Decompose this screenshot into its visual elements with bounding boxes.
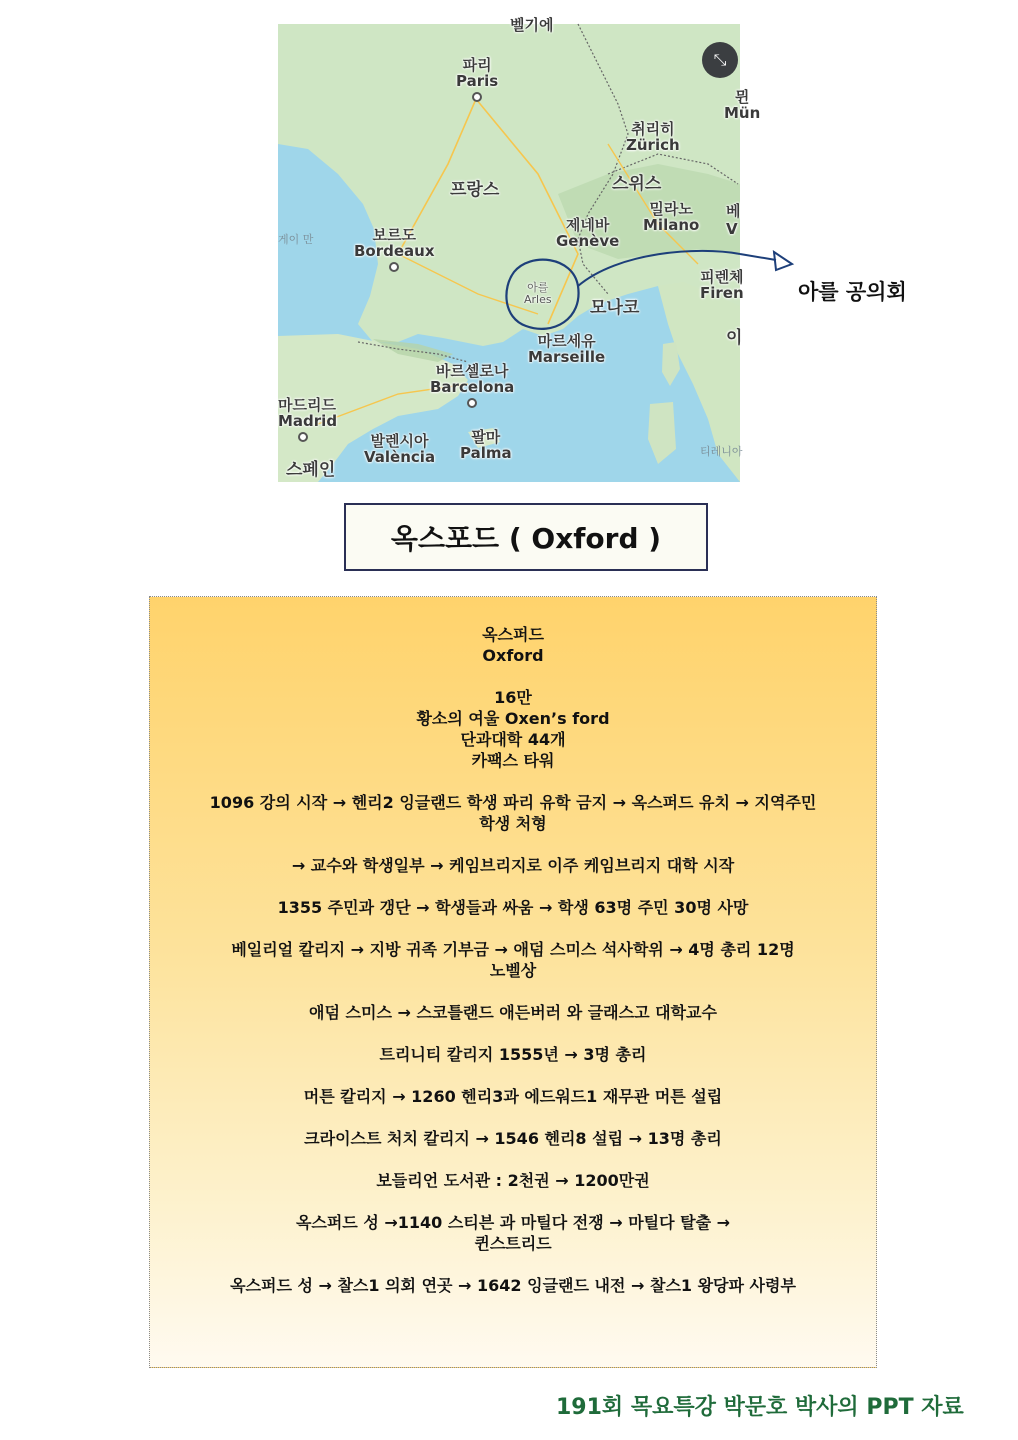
content-line: → 교수와 학생일부 → 케임브리지로 이주 케임브리지 대학 시작 [291, 856, 735, 875]
line-gap [150, 771, 876, 792]
map-label-bay: 게이 만 [278, 233, 314, 246]
content-line: 카팩스 타워 [471, 751, 555, 770]
content-line: 머튼 칼리지 → 1260 헨리3과 에드워드1 재무관 머튼 설립 [303, 1087, 723, 1106]
map-label-marseille [528, 334, 605, 366]
map-label-arles [524, 282, 552, 305]
map-label-tyrrhenian: 티레니아 [700, 445, 743, 458]
barcelona-ko: 바르셀로나 [435, 362, 509, 380]
map-label-milan [643, 202, 699, 234]
content-line: 노벨상 [489, 961, 537, 980]
map-label-edge-1: 베 [726, 202, 741, 220]
collapse-arrows-icon: ⤡ [713, 50, 727, 69]
content-line: 베일리얼 칼리지 → 지방 귀족 기부금 → 애덤 스미스 석사학위 → 4명 총리 12명 [231, 940, 795, 959]
barcelona-en: Barcelona [430, 377, 515, 396]
line-gap [150, 666, 876, 687]
line-gap [150, 981, 876, 1002]
content-lines [150, 624, 876, 1296]
line-gap [150, 918, 876, 939]
line-gap [150, 1191, 876, 1212]
annotation-arrow [740, 236, 800, 276]
palma-ko: 팔마 [471, 428, 501, 446]
munich-ko: 뮌 [734, 88, 750, 106]
content-line: 보들리언 도서관 : 2천권 → 1200만권 [376, 1171, 650, 1190]
line-gap [150, 834, 876, 855]
map-label-florence [700, 270, 744, 302]
map-label-madrid [278, 398, 337, 445]
map-label-monaco: 모나코 [590, 298, 640, 318]
madrid-en: Madrid [278, 411, 338, 430]
milan-en: Milano [643, 215, 700, 234]
arrow-head-icon [774, 252, 792, 270]
paris-en: Paris [456, 71, 499, 90]
milan-ko: 밀라노 [649, 200, 693, 218]
bordeaux-en: Bordeaux [354, 241, 435, 260]
content-line: 학생 처형 [479, 814, 547, 833]
valencia-en: València [364, 447, 436, 466]
geneva-en: Genève [556, 231, 620, 250]
line-gap [150, 876, 876, 897]
annotation-label: 아를 공의회 [798, 280, 907, 304]
footer-credit: 191회 목요특강 박문호 박사의 PPT 자료 [556, 1395, 964, 1420]
arles-en: Arles [524, 292, 552, 306]
map-label-geneva [556, 218, 619, 250]
palma-en: Palma [460, 443, 512, 462]
content-line: 트리니티 칼리지 1555년 → 3명 총리 [379, 1045, 647, 1064]
map-label-edge-2: V [726, 220, 738, 238]
content-line: 옥스퍼드 [482, 625, 544, 644]
map-label-top: 벨기에 [510, 16, 554, 34]
madrid-ko: 마드리드 [278, 396, 336, 414]
map-label-spain: 스페인 [286, 460, 336, 480]
arles-ko: 아를 [527, 281, 549, 294]
map-label-bordeaux [354, 228, 435, 275]
marseille-en: Marseille [528, 347, 606, 366]
content-line: 1096 강의 시작 → 헨리2 잉글랜드 학생 파리 유학 금지 → 옥스퍼드 유치 → 지역주민 [209, 793, 817, 812]
content-line: Oxford [482, 646, 544, 665]
map-label-paris [456, 58, 498, 105]
line-gap [150, 1023, 876, 1044]
map-label-barcelona [430, 364, 514, 411]
arrow-shaft [740, 254, 776, 260]
city-dot-icon [389, 262, 399, 272]
paris-ko: 파리 [462, 56, 492, 74]
map-screenshot[interactable] [278, 16, 761, 482]
florence-en: Firen [700, 283, 744, 302]
city-dot-icon [298, 432, 308, 442]
geneva-ko: 제네바 [565, 216, 610, 234]
map-label-palma [460, 430, 512, 462]
content-line: 황소의 여울 Oxen’s ford [416, 709, 610, 728]
content-line: 애덤 스미스 → 스코틀랜드 애든버러 와 글래스고 대학교수 [309, 1003, 717, 1022]
map-label-munich [724, 90, 760, 122]
content-line: 1355 주민과 갱단 → 학생들과 싸움 → 학생 63명 주민 30명 사망 [277, 898, 749, 917]
zurich-en: Zürich [626, 135, 680, 154]
city-dot-icon [467, 398, 477, 408]
line-gap [150, 1107, 876, 1128]
content-line: 퀸스트리드 [474, 1234, 552, 1253]
collapse-button[interactable] [702, 42, 738, 78]
valencia-ko: 발렌시아 [370, 432, 429, 450]
map-label-zurich [626, 122, 680, 154]
map-label-edge-3: 이 [726, 328, 743, 348]
map-label-switzerland: 스위스 [612, 174, 662, 194]
content-line: 크라이스트 처치 칼리지 → 1546 헨리8 설립 → 13명 총리 [304, 1129, 722, 1148]
content-line: 단과대학 44개 [460, 730, 566, 749]
bordeaux-ko: 보르도 [372, 226, 416, 244]
map-label-valencia [364, 434, 435, 466]
page-title: 옥스포드 ( Oxford ) [344, 503, 708, 571]
content-line: 16만 [494, 688, 532, 707]
florence-ko: 피렌체 [700, 268, 744, 286]
line-gap [150, 1254, 876, 1275]
content-line: 옥스퍼드 성 →1140 스티븐 과 마틸다 전쟁 → 마틸다 탈출 → [295, 1213, 731, 1232]
content-line: 옥스퍼드 성 → 찰스1 의회 연곳 → 1642 잉글랜드 내전 → 찰스1 왕당파 사령부 [230, 1276, 796, 1295]
line-gap [150, 1065, 876, 1086]
map-label-france: 프랑스 [450, 180, 500, 200]
munich-en: Mün [724, 103, 761, 122]
city-dot-icon [472, 92, 482, 102]
marseille-ko: 마르세유 [537, 332, 596, 350]
line-gap [150, 1149, 876, 1170]
content-panel [149, 596, 877, 1368]
zurich-ko: 취리히 [631, 120, 675, 138]
